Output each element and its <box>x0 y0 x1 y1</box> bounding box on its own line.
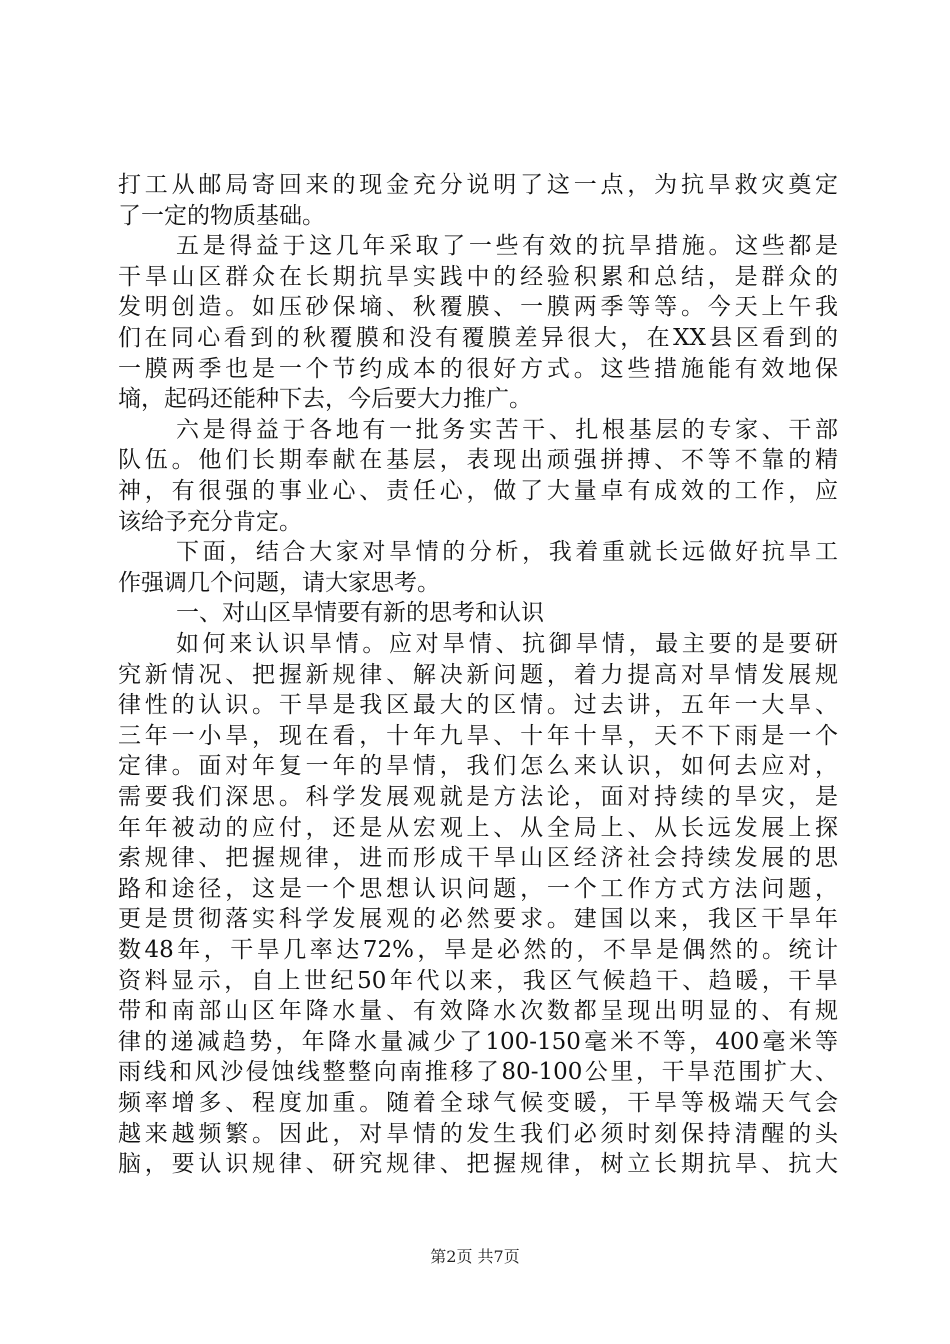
text-line: 三年一小旱，现在看，十年九旱、十年十旱，天不下雨是一个 <box>118 722 838 749</box>
paragraph-start-line: 六是得益于各地有一批务实苦干、扎根基层的专家、干部 <box>176 416 838 443</box>
text-line: 更是贯彻落实科学发展观的必然要求。建国以来，我区干旱年 <box>118 906 838 933</box>
text-line: 定律。面对年复一年的旱情，我们怎么来认识，如何去应对， <box>118 753 838 780</box>
text-line: 律的递减趋势，年降水量减少了100-150毫米不等，400毫米等 <box>118 1028 838 1055</box>
text-line: 数48年，干旱几率达72%，旱是必然的，不旱是偶然的。统计 <box>118 937 838 963</box>
text-line: 队伍。他们长期奉献在基层，表现出顽强拼搏、不等不靠的精 <box>118 447 838 474</box>
text-line: 作强调几个问题，请大家思考。 <box>118 569 440 596</box>
text-line: 资料显示，自上世纪50年代以来，我区气候趋干、趋暖，干旱 <box>118 967 838 994</box>
text-line: 干旱山区群众在长期抗旱实践中的经验积累和总结，是群众的 <box>118 263 838 290</box>
text-line: 神，有很强的事业心、责任心，做了大量卓有成效的工作，应 <box>118 478 838 504</box>
text-line: 打工从邮局寄回来的现金充分说明了这一点，为抗旱救灾奠定 <box>118 172 838 198</box>
text-line: 越来越频繁。因此，对旱情的发生我们必须时刻保持清醒的头 <box>118 1120 838 1147</box>
text-line: 们在同心看到的秋覆膜和没有覆膜差异很大，在XX县区看到的 <box>118 325 838 351</box>
text-line: 墒，起码还能种下去，今后要大力推广。 <box>118 386 532 413</box>
page-footer: 第2页 共7页 <box>430 1247 520 1266</box>
text-line: 带和南部山区年降水量、有效降水次数都呈现出明显的、有规 <box>118 998 838 1025</box>
text-line: 雨线和风沙侵蚀线整整向南推移了80-100公里，干旱范围扩大、 <box>118 1059 838 1086</box>
paragraph-start-line: 五是得益于这几年采取了一些有效的抗旱措施。这些都是 <box>176 233 838 260</box>
text-line: 索规律、把握规律，进而形成干旱山区经济社会持续发展的思 <box>118 845 838 872</box>
paragraph-start-line: 下面，结合大家对旱情的分析，我着重就长远做好抗旱工 <box>176 539 838 566</box>
text-line: 究新情况、把握新规律、解决新问题，着力提高对旱情发展规 <box>118 661 838 688</box>
text-line: 一膜两季也是一个节约成本的很好方式。这些措施能有效地保 <box>118 355 838 382</box>
text-line: 频率增多、程度加重。随着全球气候变暖，干旱等极端天气会 <box>118 1090 838 1116</box>
text-line: 该给予充分肯定。 <box>118 508 302 535</box>
text-line: 律性的认识。干旱是我区最大的区情。过去讲，五年一大旱、 <box>118 692 838 719</box>
section-heading: 一、对山区旱情要有新的思考和认识 <box>176 600 544 627</box>
text-line: 路和途径，这是一个思想认识问题，一个工作方式方法问题， <box>118 875 838 902</box>
text-line: 发明创造。如压砂保墒、秋覆膜、一膜两季等等。今天上午我 <box>118 294 838 321</box>
text-line: 需要我们深思。科学发展观就是方法论，面对持续的旱灾，是 <box>118 784 838 810</box>
text-line: 年年被动的应付，还是从宏观上、从全局上、从长远发展上探 <box>118 814 838 841</box>
paragraph-start-line: 如何来认识旱情。应对旱情、抗御旱情，最主要的是要研 <box>176 631 838 657</box>
text-line: 了一定的物质基础。 <box>118 202 325 229</box>
text-line: 脑，要认识规律、研究规律、把握规律，树立长期抗旱、抗大 <box>118 1151 838 1178</box>
